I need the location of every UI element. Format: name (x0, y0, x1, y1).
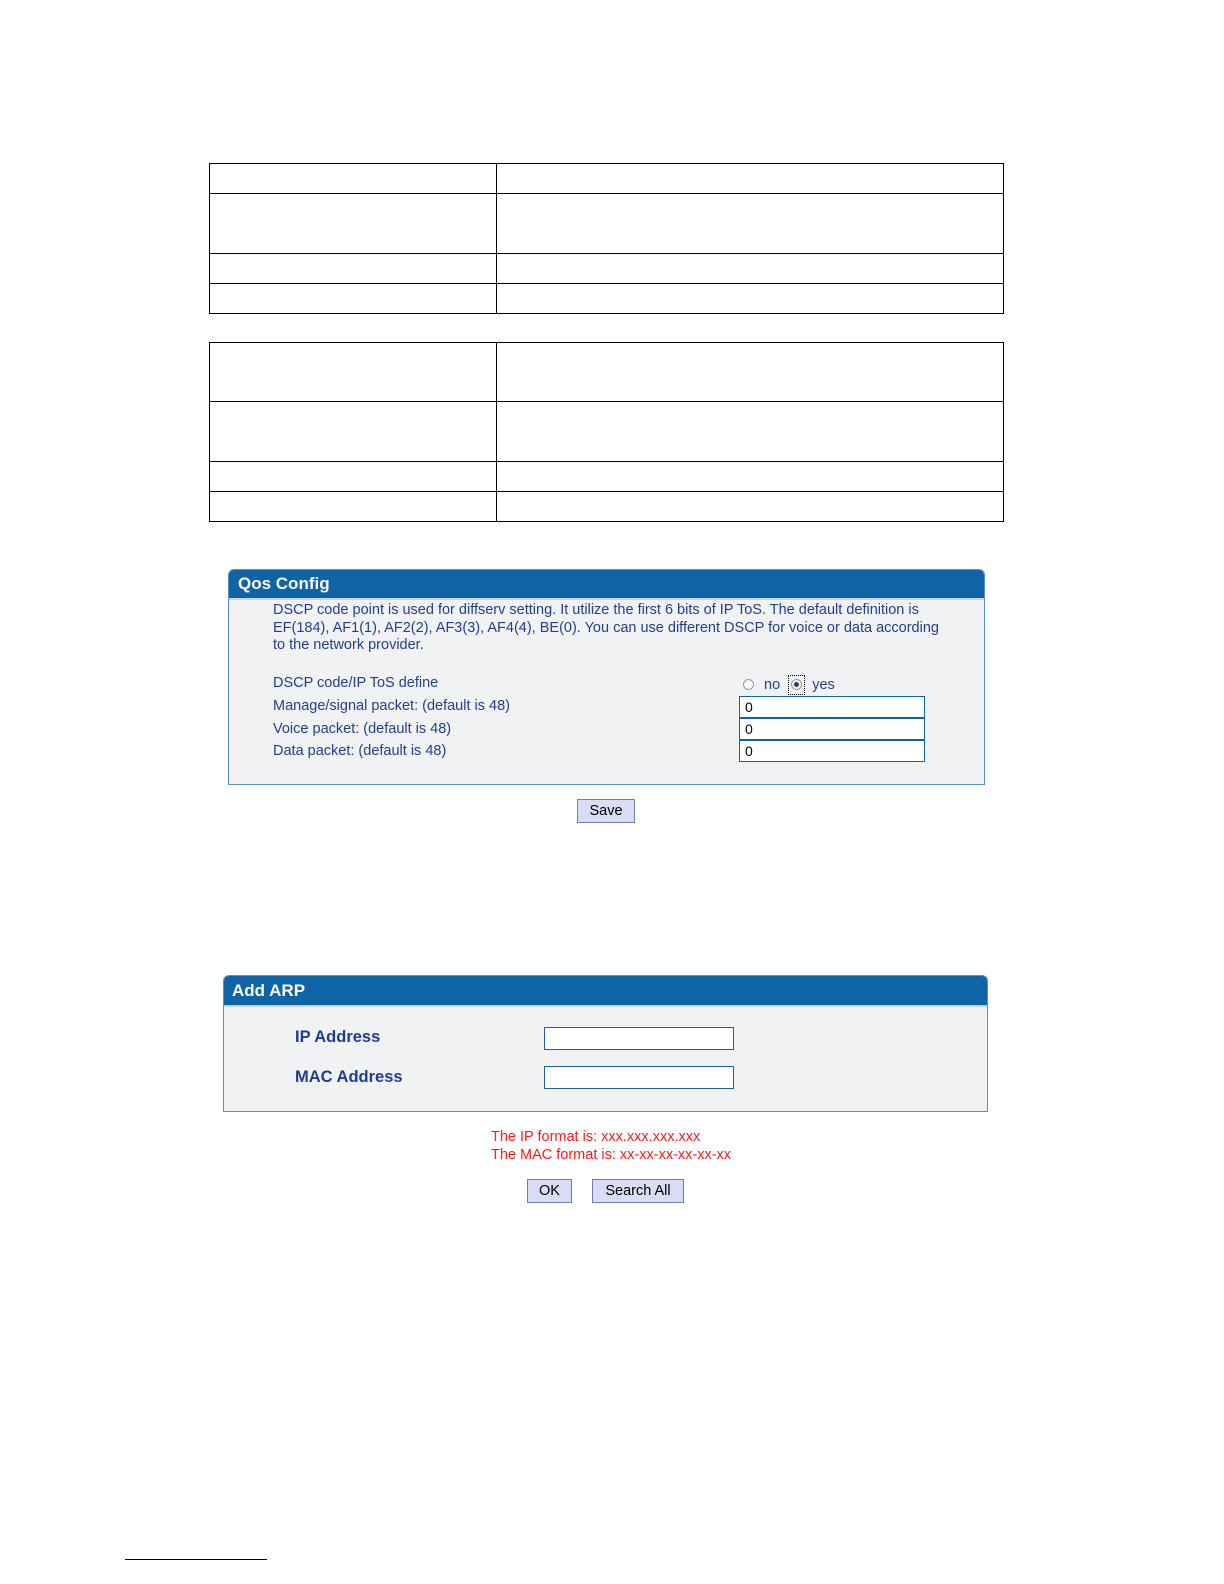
dscp-yes-radio[interactable] (791, 679, 802, 690)
table-cell (497, 194, 1004, 254)
doc-table-1 (209, 163, 1004, 314)
footnote-divider (125, 1559, 267, 1560)
mac-address-input[interactable] (544, 1066, 734, 1089)
ok-button[interactable]: OK (527, 1179, 572, 1203)
manage-signal-label: Manage/signal packet: (default is 48) (273, 698, 510, 714)
add-arp-title: Add ARP (224, 976, 987, 1007)
data-packet-label: Data packet: (default is 48) (273, 743, 447, 759)
ip-address-input[interactable] (544, 1027, 734, 1050)
dscp-define-label: DSCP code/IP ToS define (273, 675, 439, 691)
manage-signal-input[interactable] (739, 696, 925, 718)
voice-packet-label: Voice packet: (default is 48) (273, 721, 452, 737)
table-cell (210, 254, 497, 284)
dscp-yes-label: yes (812, 677, 835, 693)
table-cell (497, 284, 1004, 314)
table-row (210, 492, 1004, 522)
table-row (210, 402, 1004, 462)
dscp-no-radio[interactable] (743, 679, 754, 690)
table-row (210, 462, 1004, 492)
table-row (210, 284, 1004, 314)
dscp-define-radio-group (743, 675, 835, 695)
ip-address-label: IP Address (295, 1028, 381, 1046)
table-cell (210, 462, 497, 492)
ip-format-hint: The IP format is: xxx.xxx.xxx.xxx (491, 1129, 701, 1145)
dscp-no-label: no (764, 677, 781, 693)
table-cell (497, 492, 1004, 522)
doc-table-2 (209, 342, 1004, 522)
dscp-yes-focus (788, 675, 805, 695)
qos-config-panel (228, 569, 985, 785)
table-cell (497, 343, 1004, 402)
mac-format-hint: The MAC format is: xx-xx-xx-xx-xx-xx (491, 1147, 732, 1163)
table-row (210, 164, 1004, 194)
qos-config-title: Qos Config (229, 570, 984, 600)
table-cell (497, 164, 1004, 194)
table-row (210, 343, 1004, 402)
data-packet-input[interactable] (739, 740, 925, 762)
table-row (210, 194, 1004, 254)
table-cell (497, 462, 1004, 492)
save-button[interactable]: Save (577, 799, 635, 823)
table-cell (210, 402, 497, 462)
table-cell (210, 492, 497, 522)
table-row (210, 254, 1004, 284)
add-arp-panel (223, 975, 988, 1112)
table-cell (497, 402, 1004, 462)
table-cell (497, 254, 1004, 284)
table-cell (210, 164, 497, 194)
table-cell (210, 194, 497, 254)
mac-address-label: MAC Address (295, 1068, 403, 1086)
table-cell (210, 284, 497, 314)
search-all-button[interactable]: Search All (592, 1179, 684, 1203)
voice-packet-input[interactable] (739, 718, 925, 740)
table-cell (210, 343, 497, 402)
qos-description: DSCP code point is used for diffserv setting. It utilize the first 6 bits of IP ToS. The default definition is EF(184), AF1(1), AF2(2), AF3(3), AF4(4), BE(0). You can use different DSCP for voice or data according to the network provider. (273, 602, 939, 653)
